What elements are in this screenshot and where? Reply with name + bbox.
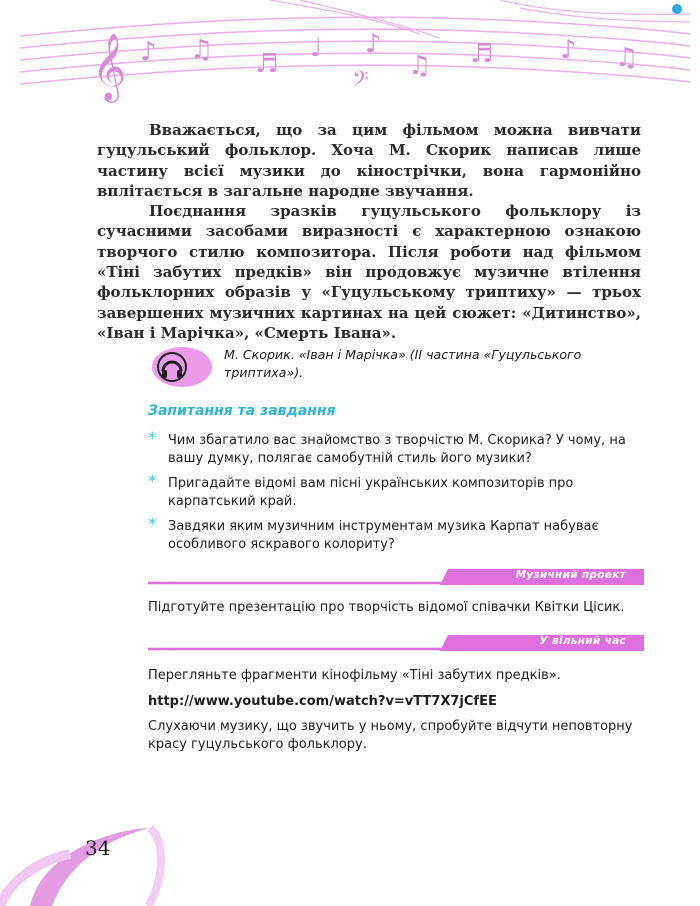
note-icon: ♬ (255, 49, 279, 79)
note-icon: ♩ (310, 33, 323, 63)
free-time-text: Слухаючи музику, що звучить у ньому, спробуйте відчути неповторну красу гуцульського фольклору. (148, 719, 633, 752)
note-icon: ♫ (615, 43, 639, 73)
list-item (148, 429, 648, 468)
note-icon: ♪ (140, 37, 157, 67)
section-label: У вільний час (539, 635, 626, 647)
project-band (148, 568, 644, 586)
bass-clef-icon: 𝄢 (352, 67, 369, 97)
asterisk-icon: * (148, 515, 157, 535)
asterisk-icon: * (148, 472, 157, 492)
section-title: Запитання та завдання (148, 403, 336, 419)
music-staff-header (0, 0, 700, 120)
free-time-text: Перегляньте фрагменти кінофільму «Тіні забутих предків». (148, 668, 561, 683)
questions-list (148, 429, 648, 561)
asterisk-icon: * (148, 429, 157, 449)
video-link[interactable]: http://www.youtube.com/watch?v=vTT7X7jCfEE (148, 694, 497, 709)
decorative-arc (0, 820, 180, 906)
note-icon: ♫ (190, 35, 214, 65)
treble-clef-icon: 𝄞 (92, 32, 127, 100)
question-text: Завдяки яким музичним інструментам музика Карпат набуває особливого яскравого колориту? (168, 519, 599, 552)
headphones-icon (150, 345, 214, 389)
listening-caption: М. Скорик. «Іван і Марічка» (ІІ частина «Гуцульського триптиха»). (224, 347, 582, 380)
note-icon: ♬ (470, 39, 494, 69)
list-item (148, 515, 648, 554)
publisher-logo-icon (672, 4, 682, 14)
page-number: 34 (85, 836, 111, 860)
paragraph: Вважається, що за цим фільмом можна вивчати гуцульський фольклор. Хоча М. Скорик написав лише частину всієї музики до кінострічки, вона гармонійно вплітається в загальне народне звучання. (97, 121, 641, 200)
note-icon: ♪ (560, 35, 577, 65)
list-item (148, 472, 648, 511)
free-time-band (148, 634, 644, 652)
question-text: Чим збагатило вас знайомство з творчістю М. Скорика? У чому, на вашу думку, полягає самобутній стиль його музики? (168, 433, 626, 466)
note-icon: ♫ (408, 51, 432, 81)
main-text (97, 120, 641, 343)
section-label: Музичний проект (515, 569, 626, 581)
question-text: Пригадайте відомі вам пісні українських композиторів про карпатський край. (168, 476, 574, 509)
paragraph: Поєднання зразків гуцульського фольклору із сучасними засобами виразності є характерною ознакою творчого стилю композитора. Після роботи над фільмом «Тіні забутих предків» він продовжує музичне втілення фольклорних образів у «Гуцульському триптиху» — трьох завершених музичних картинах на цей сюжет: «Дитинство», «Іван і Марічка», «Смерть Івана». (97, 202, 641, 342)
note-icon: ♪ (365, 29, 382, 59)
project-text: Підготуйте презентацію про творчість відомої співачки Квітки Цісик. (148, 600, 625, 615)
